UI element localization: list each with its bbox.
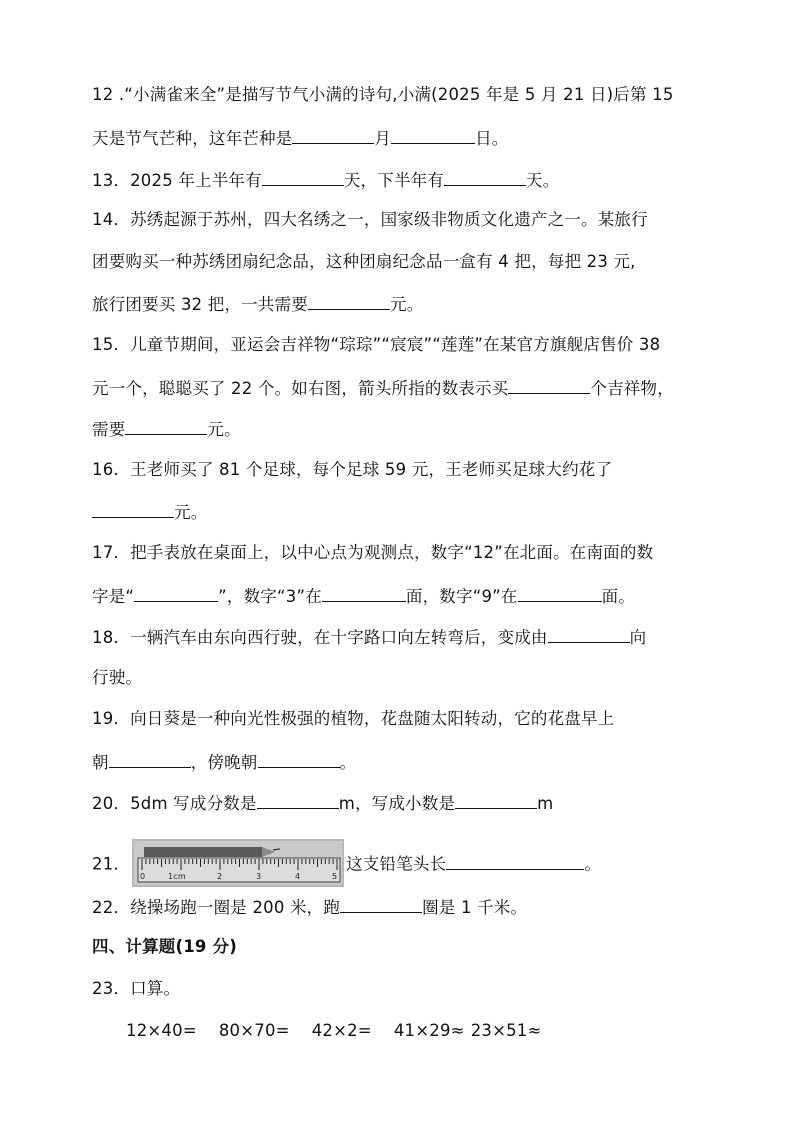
q12-month-blank[interactable] <box>292 126 374 144</box>
q20-text-b: m，写成小数是 <box>338 794 456 813</box>
q14-text-2: 团要购买一种苏绣团扇纪念品，这种团扇纪念品一盒有 4 把，每把 23 元, <box>92 252 636 271</box>
section-four-title-text: 四、计算题(19 分) <box>92 937 237 956</box>
ruler-number-5: 5 <box>332 872 338 881</box>
q19-text-2c: 。 <box>339 753 357 772</box>
q22-laps-blank[interactable] <box>340 895 422 913</box>
q19-morning-blank[interactable] <box>109 750 191 768</box>
q17-nine-direction-blank[interactable] <box>518 584 602 602</box>
q17-text-2c: 面，数字“9”在 <box>405 587 518 606</box>
calc-item: 80×70= <box>218 1021 290 1040</box>
q13-second-half-blank[interactable] <box>444 168 526 186</box>
calc-item: 41×29≈ <box>393 1021 465 1040</box>
q12-line2 <box>92 126 509 150</box>
ruler-number-4: 4 <box>295 872 301 881</box>
q19-evening-blank[interactable] <box>258 750 340 768</box>
q17-text-2d: 面。 <box>601 587 636 606</box>
q15-line3 <box>92 417 241 441</box>
q18-text-1a: 18．一辆汽车由东向西行驶，在十字路口向左转弯后，变成由 <box>92 628 548 647</box>
q15-text-2b: 个吉祥物， <box>590 379 674 398</box>
q21-text-c: 。 <box>584 854 602 874</box>
calc-item: 23×51≈ <box>470 1021 542 1040</box>
q14-text-3b: 元。 <box>390 295 424 314</box>
q16-text-2b: 元。 <box>174 503 208 522</box>
calc-item: 12×40= <box>126 1021 197 1040</box>
q14-total-blank[interactable] <box>308 292 390 310</box>
q19-text-1: 19．向日葵是一种向光性极强的植物，花盘随太阳转动，它的花盘早上 <box>92 709 615 728</box>
q12-text-2a: 天是节气芒种，这年芒种是 <box>92 129 293 148</box>
q13-text-c: 天。 <box>526 171 560 190</box>
q22-text-a: 22．绕操场跑一圈是 200 米，跑 <box>92 898 341 917</box>
q15-text-1: 15．儿童节期间，亚运会吉祥物“琮琮”“宸宸”“莲莲”在某官方旗舰店售价 38 <box>92 335 661 354</box>
q13-text-b: 天，下半年有 <box>343 171 445 190</box>
q18-line1 <box>92 625 646 649</box>
q19-line2 <box>92 750 356 774</box>
ruler-number-0: 0 <box>140 872 146 881</box>
q15-line2 <box>92 376 674 400</box>
q16-line2 <box>92 500 207 524</box>
q17-text-1: 17．把手表放在桌面上，以中心点为观测点，数字“12”在北面。在南面的数 <box>92 543 654 562</box>
ruler-number-2: 2 <box>217 872 223 881</box>
q16-estimate-blank[interactable] <box>92 500 174 518</box>
q15-text-3b: 元。 <box>207 420 241 439</box>
q12-text-1: 12 .“小满雀来全”是描写节气小满的诗句,小满(2025 年是 5 月 21 日)后第 15 <box>92 85 674 104</box>
calc-item: 42×2= <box>311 1021 372 1040</box>
q14-line3 <box>92 292 423 316</box>
q15-text-3a: 需要 <box>92 420 126 439</box>
q12-text-2b: 月 <box>374 129 392 148</box>
q14-line2 <box>92 251 636 273</box>
q22-text-b: 圈是 1 千米。 <box>422 898 528 917</box>
q17-text-2b: ”，数字“3”在 <box>218 587 322 606</box>
q15-count-blank[interactable] <box>508 376 590 394</box>
q17-text-2a: 字是“ <box>92 587 135 606</box>
q19-text-2a: 朝 <box>92 753 109 772</box>
q15-text-2a: 元一个，聪聪买了 22 个。如右图，箭头所指的数表示买 <box>92 379 509 398</box>
q15-cost-blank[interactable] <box>125 417 207 435</box>
q17-line2 <box>92 584 635 608</box>
q20-text-a: 20．5dm 写成分数是 <box>92 794 257 813</box>
q18-text-2: 行驶。 <box>92 668 143 687</box>
q20-text-c: m <box>537 794 554 813</box>
q21-text-b: 这支铅笔头长 <box>346 854 447 874</box>
q14-text-3a: 旅行团要买 32 把，一共需要 <box>92 295 308 314</box>
ruler-unit-label: 1cm <box>168 872 186 881</box>
q15-line1 <box>92 334 660 356</box>
q18-line2 <box>92 667 142 689</box>
q17-line1 <box>92 542 653 564</box>
q20-fraction-blank[interactable] <box>257 791 339 809</box>
q17-three-direction-blank[interactable] <box>322 584 406 602</box>
q12-line1 <box>92 84 674 106</box>
q21-length-blank[interactable] <box>446 852 584 870</box>
q18-direction-blank[interactable] <box>548 625 630 643</box>
pencil-ruler-image <box>132 839 344 887</box>
q23-title-line <box>92 978 180 1000</box>
q19-line1 <box>92 708 614 730</box>
q12-text-2c: 日。 <box>475 129 509 148</box>
q22-line <box>92 895 527 919</box>
q13-text-a: 13．2025 年上半年有 <box>92 171 262 190</box>
q16-text-1: 16．王老师买了 81 个足球，每个足球 59 元，王老师买足球大约花了 <box>92 460 613 479</box>
q14-text-1: 14．苏绣起源于苏州，四大名绣之一，国家级非物质文化遗产之一。某旅行 <box>92 210 648 229</box>
q17-south-number-blank[interactable] <box>134 584 218 602</box>
q13-line <box>92 168 559 192</box>
q23-calc-row <box>126 1020 564 1042</box>
q16-line1 <box>92 459 612 481</box>
q20-decimal-blank[interactable] <box>455 791 537 809</box>
q14-line1 <box>92 209 648 231</box>
q19-text-2b: ，傍晚朝 <box>190 753 258 772</box>
q18-text-1b: 向 <box>629 628 647 647</box>
ruler-number-3: 3 <box>256 872 262 881</box>
q20-line <box>92 791 553 815</box>
q13-first-half-blank[interactable] <box>262 168 344 186</box>
q21-text-a: 21． <box>92 854 131 874</box>
q23-title: 23．口算。 <box>92 979 181 998</box>
q21-line <box>92 841 601 889</box>
q12-day-blank[interactable] <box>391 126 475 144</box>
section-four-title <box>92 936 237 958</box>
